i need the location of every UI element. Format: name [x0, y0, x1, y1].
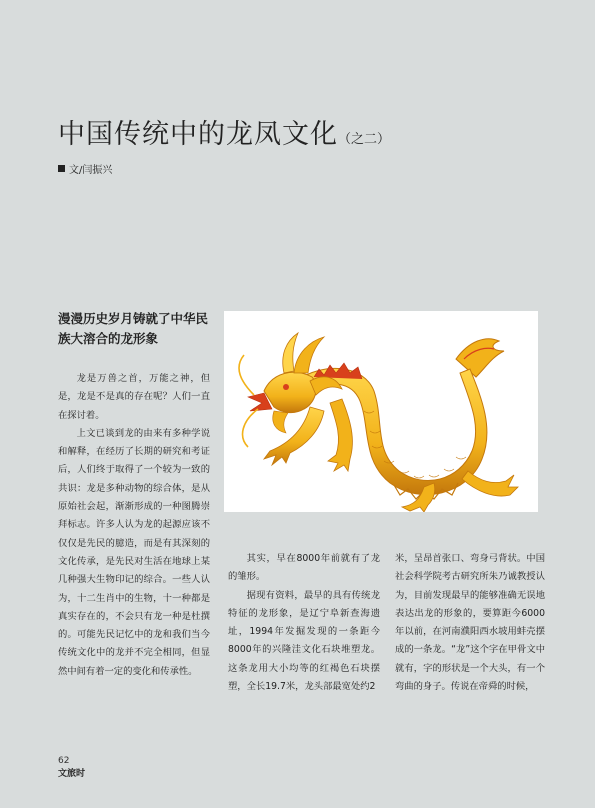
- title-main: 中国传统中的龙凤文化: [58, 119, 338, 150]
- body-column-2: [228, 550, 380, 696]
- byline: [58, 161, 112, 176]
- body-column-1: [58, 370, 210, 681]
- author: 文/闫振兴: [69, 165, 113, 176]
- title-suffix: （之二）: [338, 132, 391, 147]
- page-number: 62: [58, 756, 70, 766]
- paragraph: 米，呈昂首张口、弯身弓背状。中国社会科学院考古研究所朱乃诚教授认为，目前发现最早的能够准确无误地表达出龙的形象的，要算距今6000年以前，在河南濮阳西水坡用蚌壳摆成的一条龙。“龙”这个字在甲骨文中就有，字的形状是一个大头，有一个弯曲的身子。传说在帝舜的时候，: [395, 553, 545, 693]
- paragraph: 据现有资料，最早的具有传统龙特征的龙形象，是辽宁阜新查海遗址，1994年发掘发现的一条距今8000年的兴隆洼文化石块堆塑龙。这条龙用大小均等的红褐色石块摆塑，全长19.7米，龙头部最宽处约2: [228, 589, 380, 693]
- body-column-3: [395, 550, 545, 696]
- paragraph: 上文已谈到龙的由来有多种学说和解释，在经历了长期的研究和考证后，人们终于取得了一个较为一致的共识：龙是多种动物的综合体，是从原始社会起，渐渐形成的一种图腾崇拜标志。许多人认为龙的起源应该不仅仅是先民的臆造，而是有其深刻的文化传承，是先民对生活在地球上某几种强大生物印记的综合。一些人认为，十二生肖中的生物，十一种都是真实存在的，不会只有龙一种是杜撰的。可能先民记忆中的龙和我们当今传统文化中的龙并不完全相同，但显然中间有着一定的变化和传承性。: [58, 427, 210, 677]
- bullet-square-icon: [58, 165, 65, 172]
- article-subhead: 漫漫历史岁月铸就了中华民族大溶合的龙形象: [58, 311, 209, 346]
- dragon-image: [224, 311, 538, 512]
- golden-dragon-illustration-icon: [224, 311, 538, 512]
- article-title: [58, 112, 390, 151]
- magazine-logo: 文旅时: [58, 769, 86, 779]
- paragraph: 其实，早在8000年前就有了龙的雏形。: [228, 553, 380, 583]
- paragraph: 龙是万兽之首，万能之神，但是，龙是不是真的存在呢？人们一直在探讨着。: [58, 373, 210, 421]
